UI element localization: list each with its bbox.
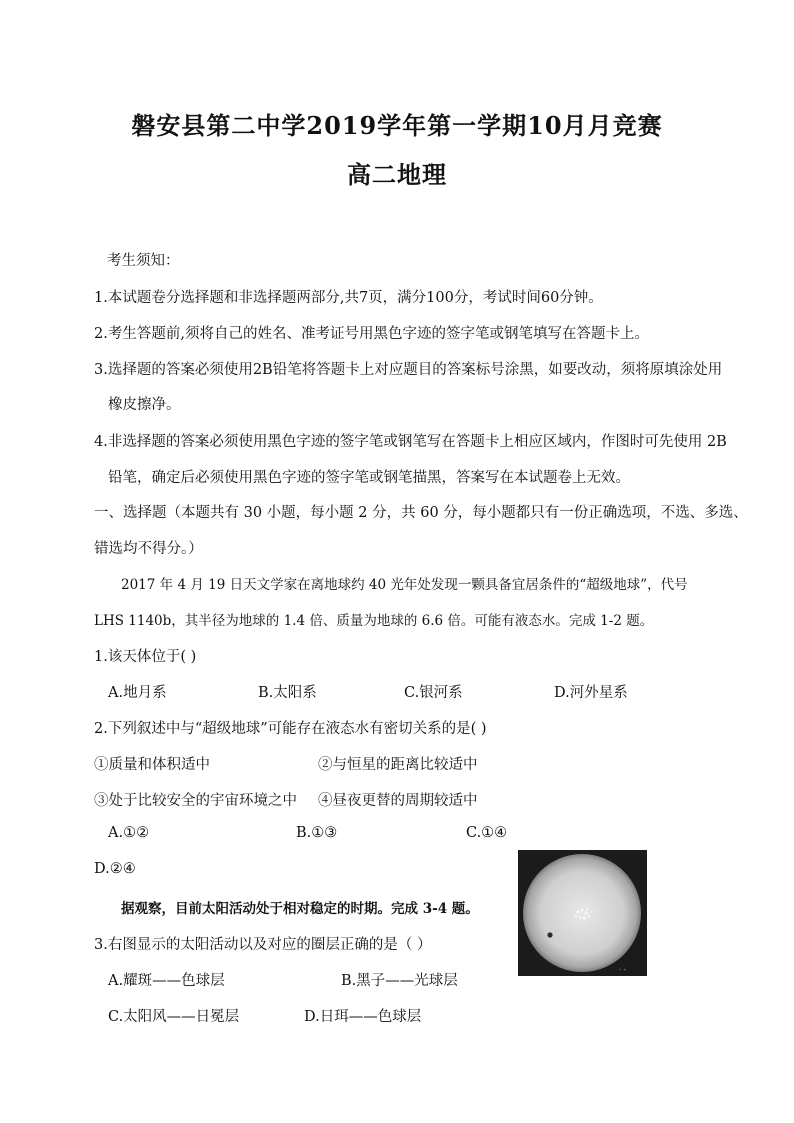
passage-1-line-1: 2017 年 4 月 19 日天文学家在离地球约 40 光年处发现一颗具备宜居条件的“超级地球”，代号 xyxy=(121,577,688,593)
notice-item-4: 4.非选择题的答案必须使用黑色字迹的签字笔或钢笔写在答题卡上相应区域内，作图时可先使用 2B xyxy=(94,434,727,450)
q2-option-b: B.①③ xyxy=(296,825,338,841)
section-heading-cont: 错选均不得分。） xyxy=(94,541,203,557)
q3-option-c: C.太阳风——日冕层 xyxy=(108,1009,240,1025)
notice-heading: 考生须知： xyxy=(107,253,180,269)
q3-option-a: A.耀斑——色球层 xyxy=(108,973,225,989)
q1-option-c: C.银河系 xyxy=(404,685,463,701)
passage-1-line-2: LHS 1140b，其半径为地球的 1.4 倍、质量为地球的 6.6 倍。可能有液态水。完成 1-2 题。 xyxy=(94,613,654,629)
exam-title: 磐安县第二中学2019学年第一学期10月月竞赛 xyxy=(131,111,663,140)
notice-item-4-cont: 铅笔，确定后必须使用黑色字迹的签字笔或钢笔描黑，答案写在本试题卷上无效。 xyxy=(108,470,630,486)
q2-option-c: C.①④ xyxy=(466,825,508,841)
notice-item-3: 3.选择题的答案必须使用2B铅笔将答题卡上对应题目的答案标号涂黑，如要改动，须将原填涂处用 xyxy=(94,362,723,378)
section-heading: 一、选择题（本题共有 30 小题，每小题 2 分，共 60 分，每小题都只有一份正确选项，不选、多选、 xyxy=(94,505,748,521)
question-3-stem: 3.右图显示的太阳活动以及对应的圈层正确的是（ ） xyxy=(94,937,432,953)
q2-statement-2: ②与恒星的距离比较适中 xyxy=(318,757,478,773)
notice-item-2: 2.考生答题前,须将自己的姓名、准考证号用黑色字迹的签字笔或钢笔填写在答题卡上。 xyxy=(94,326,649,342)
q1-option-a: A.地月系 xyxy=(108,685,167,701)
q1-option-b: B.太阳系 xyxy=(258,685,317,701)
q1-option-d: D.河外星系 xyxy=(554,685,628,701)
sunspot xyxy=(547,932,552,937)
exam-subtitle: 高二地理 xyxy=(347,160,447,189)
svg-text:· -: · - xyxy=(619,966,626,974)
q2-option-a: A.①② xyxy=(108,825,150,841)
q3-option-d: D.日珥——色球层 xyxy=(304,1009,422,1025)
passage-2: 据观察，目前太阳活动处于相对稳定的时期。完成 3-4 题。 xyxy=(121,901,479,917)
sun-photo xyxy=(518,850,647,976)
q2-statement-4: ④昼夜更替的周期较适中 xyxy=(318,793,478,809)
notice-item-1: 1.本试题卷分选择题和非选择题两部分,共7页，满分100分，考试时间60分钟。 xyxy=(94,290,603,306)
q2-statement-1: ①质量和体积适中 xyxy=(94,757,210,773)
q2-option-d: D.②④ xyxy=(94,861,136,877)
q2-statement-3: ③处于比较安全的宇宙环境之中 xyxy=(94,793,297,809)
question-1-stem: 1.该天体位于( ) xyxy=(94,649,197,665)
q3-option-b: B.黑子——光球层 xyxy=(341,973,458,989)
notice-item-3-cont: 橡皮擦净。 xyxy=(108,397,181,413)
question-2-stem: 2.下列叙述中与“超级地球”可能存在液态水有密切关系的是( ) xyxy=(94,721,487,737)
